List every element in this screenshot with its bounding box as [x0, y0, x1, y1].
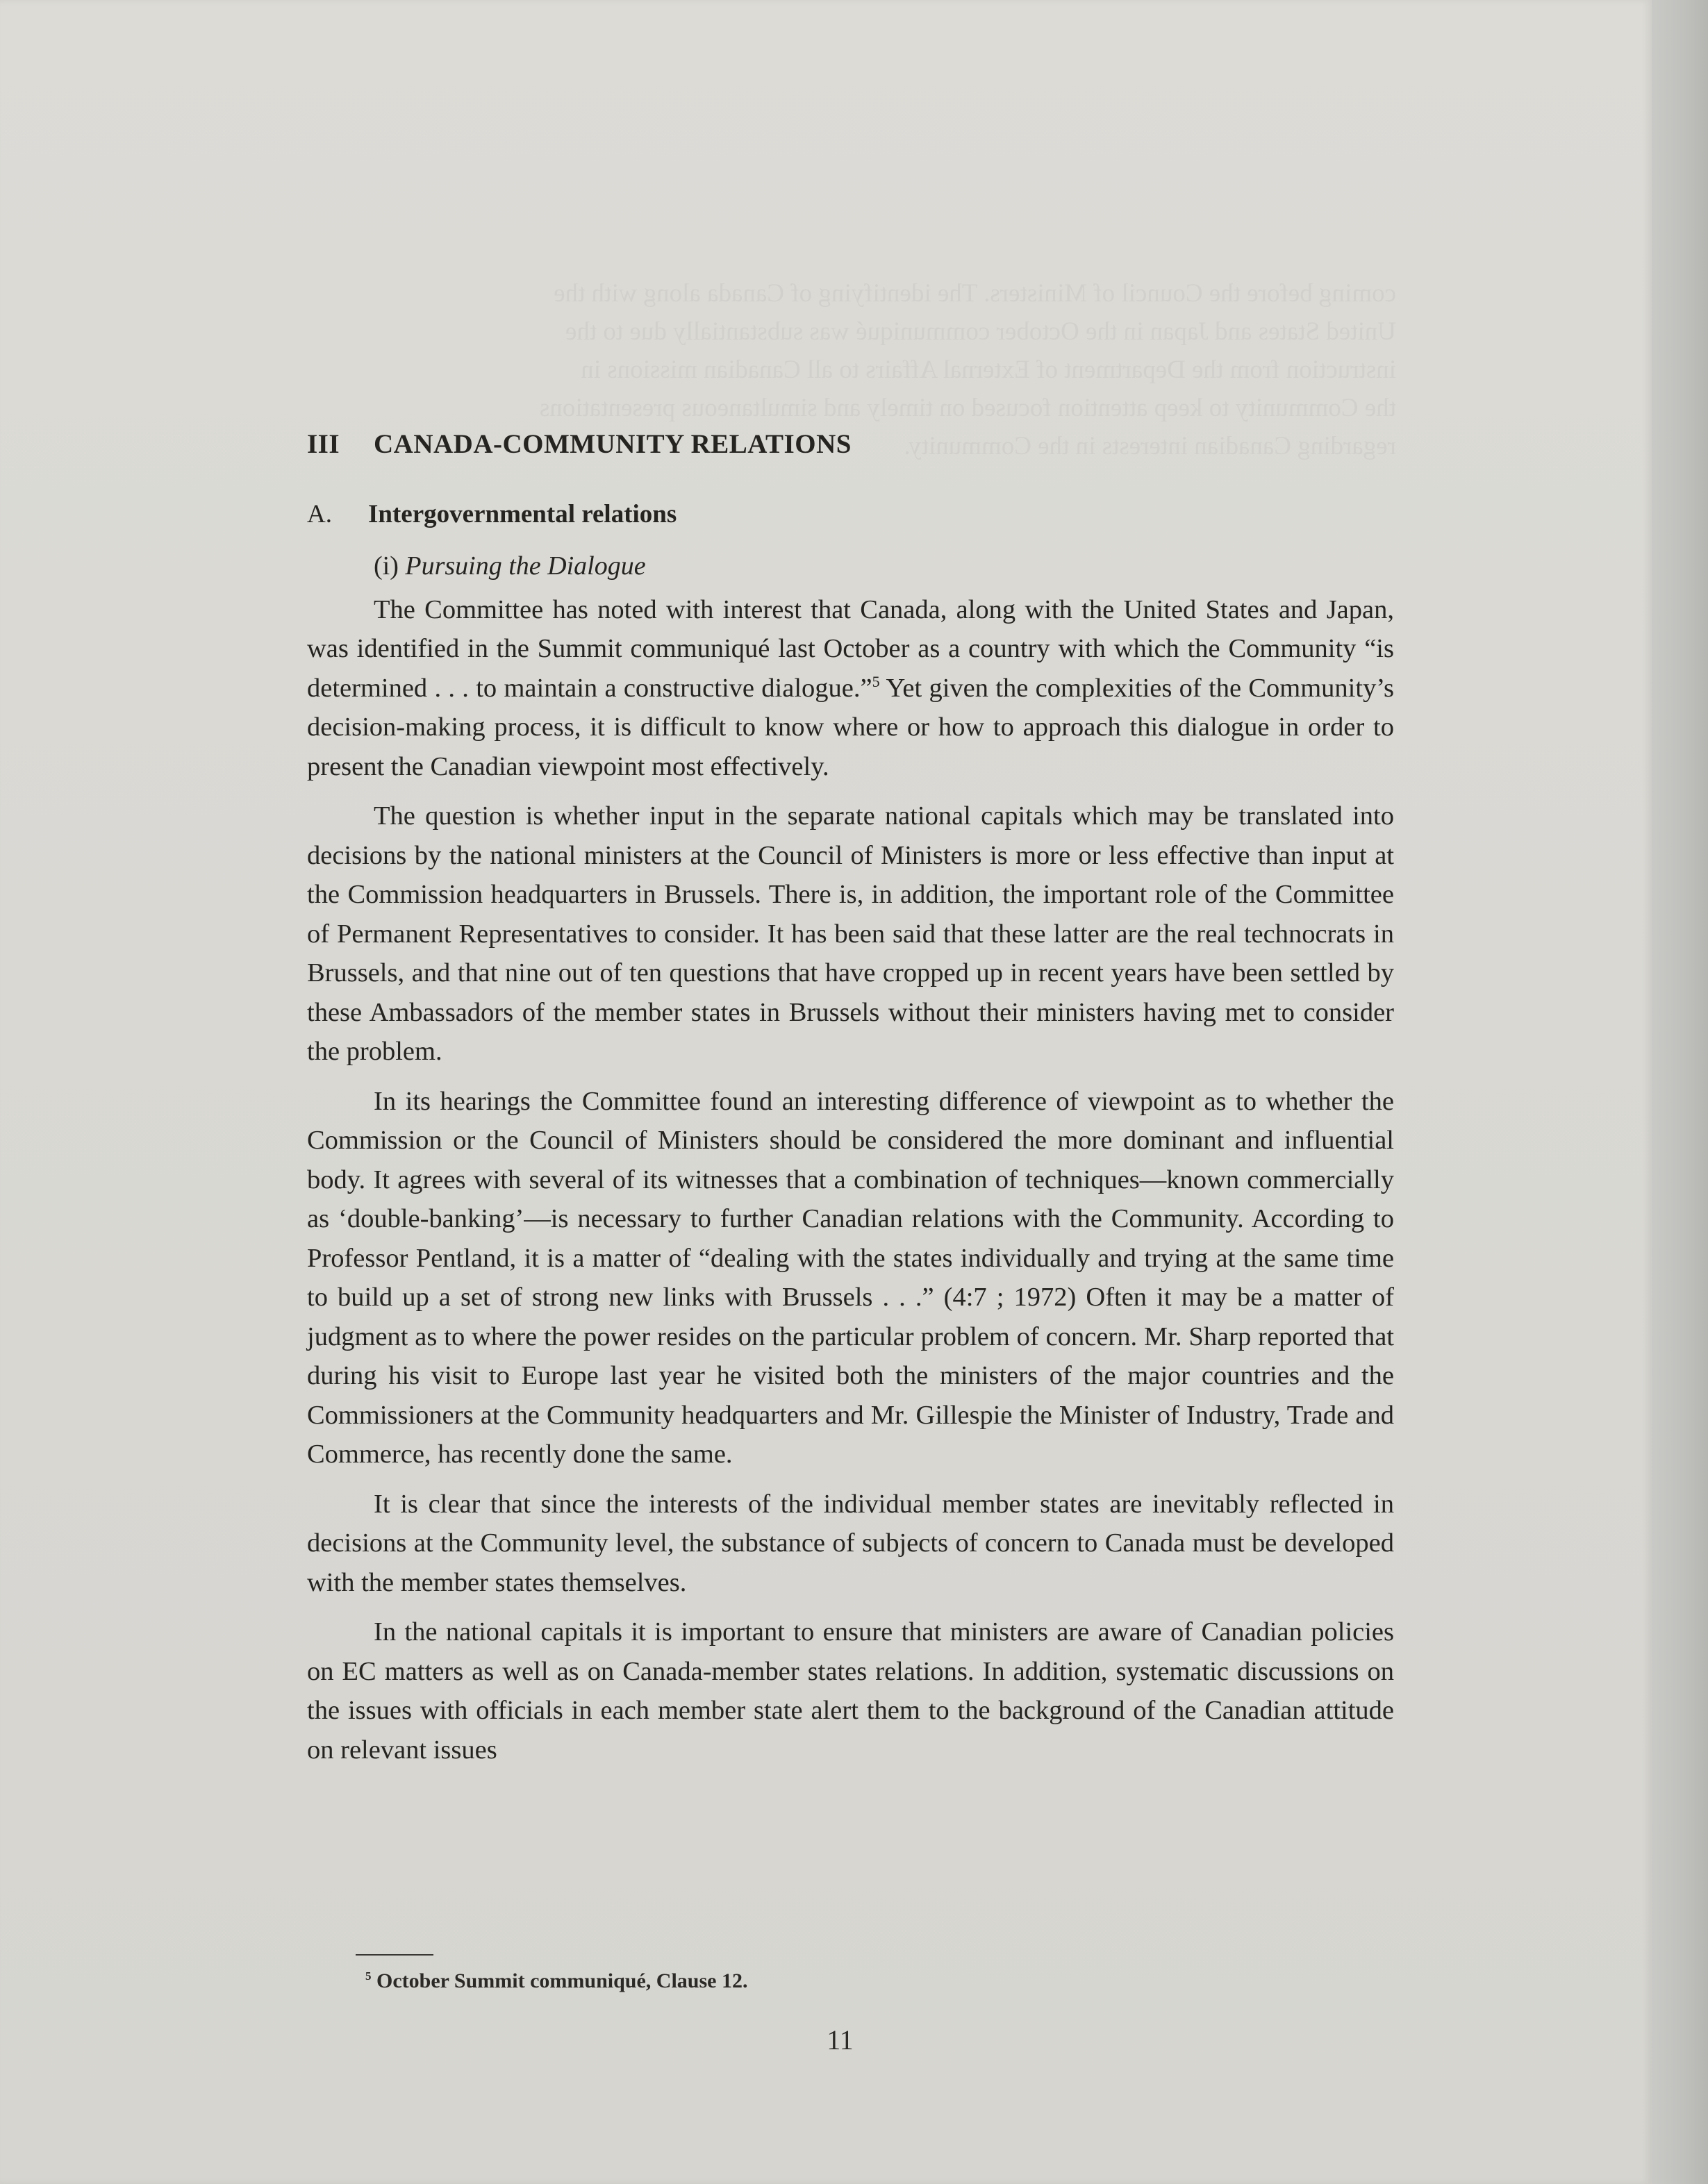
page-edge	[1652, 0, 1708, 2184]
paragraph-1-text: The Committee has noted with interest that Canada, along with the United States and Japan, was identified in the Summit communiqué last October as a country with which the Community “is determined . . . to maintain a constructive dialogue.”	[307, 594, 1394, 703]
section-title: CANADA-COMMUNITY RELATIONS	[374, 429, 852, 459]
paragraph-4: It is clear that since the interests of the individual member states are inevitably reflected in decisions at the Community level, the substance of subjects of concern to Canada must be developed with the member states themselves.	[307, 1489, 1394, 1597]
subsubsection-heading	[307, 547, 1394, 586]
footnote-marker: 5	[365, 1969, 372, 1983]
document-body	[307, 425, 1394, 1780]
paragraph-3: In its hearings the Committee found an interesting difference of viewpoint as to whether the Commission or the Council of Ministers should be considered the more dominant and influential body. It agrees with several of its witnesses that a combination of techniques—known commercially as ‘double-banking’—is necessary to further Canadian relations with the Community. According to Professor Pentland, it is a matter of “dealing with the states individually and trying at the same time to build up a set of strong new links with Brussels . . .” (4:7 ; 1972) Often it may be a matter of judgment as to where the power resides on the particular problem of concern. Mr. Sharp reported that during his visit to Europe last year he visited both the ministers of the major countries and the Commissioners at the Community headquarters and Mr. Gillespie the Minister of Industry, Trade and Commerce, has recently done the same.	[307, 1086, 1394, 1469]
subsubsection-title: Pursuing the Dialogue	[405, 551, 646, 581]
footnote-reference: 5	[872, 672, 880, 690]
paragraph-5: In the national capitals it is important to ensure that ministers are aware of Canadian policies on EC matters as well as on Canada-member states relations. In addition, systematic discussions on the issues with officials in each member state alert them to the background of the Canadian attitude on relevant issues	[307, 1617, 1394, 1765]
paragraph-1-continuation: Yet given the complexities of the Community’s decision-making process, it is difficult to know where or how to approach this dialogue in order to present the Canadian viewpoint most effectively.	[307, 673, 1394, 781]
footnote-rule	[356, 1954, 433, 1956]
subsection-letter: A.	[307, 499, 332, 528]
subsection-title: Intergovernmental relations	[368, 499, 677, 528]
subsection-heading	[307, 495, 1394, 535]
subsubsection-numeral: (i)	[374, 551, 399, 581]
section-number: III	[307, 429, 340, 459]
page-number: 11	[827, 2024, 854, 2056]
section-heading	[307, 425, 1394, 465]
footnote	[365, 1969, 747, 1993]
paragraph-2: The question is whether input in the separate national capitals which may be translated into decisions by the national ministers at the Council of Ministers is more or less effective than input at the Commission headquarters in Brussels. There is, in addition, the important role of the Committee of Permanent Representatives to consider. It has been said that these latter are the real technocrats in Brussels, and that nine out of ten questions that have cropped up in recent years have been settled by these Ambassadors of the member states in Brussels without their ministers having met to consider the problem.	[307, 801, 1394, 1066]
paragraph-1	[307, 590, 1394, 787]
bleed-through-text: coming before the Council of Ministers. The identifying of Canada along with the United States and Japan in the October communiqué was substantially due to the instruction from the Department of External Affairs to all Canadian missions in the Community to keep attention focused on timely and simultaneous presentations regarding Canadian interests in the Community.	[539, 279, 1396, 460]
footnote-text: October Summit communiqué, Clause 12.	[371, 1969, 748, 1992]
